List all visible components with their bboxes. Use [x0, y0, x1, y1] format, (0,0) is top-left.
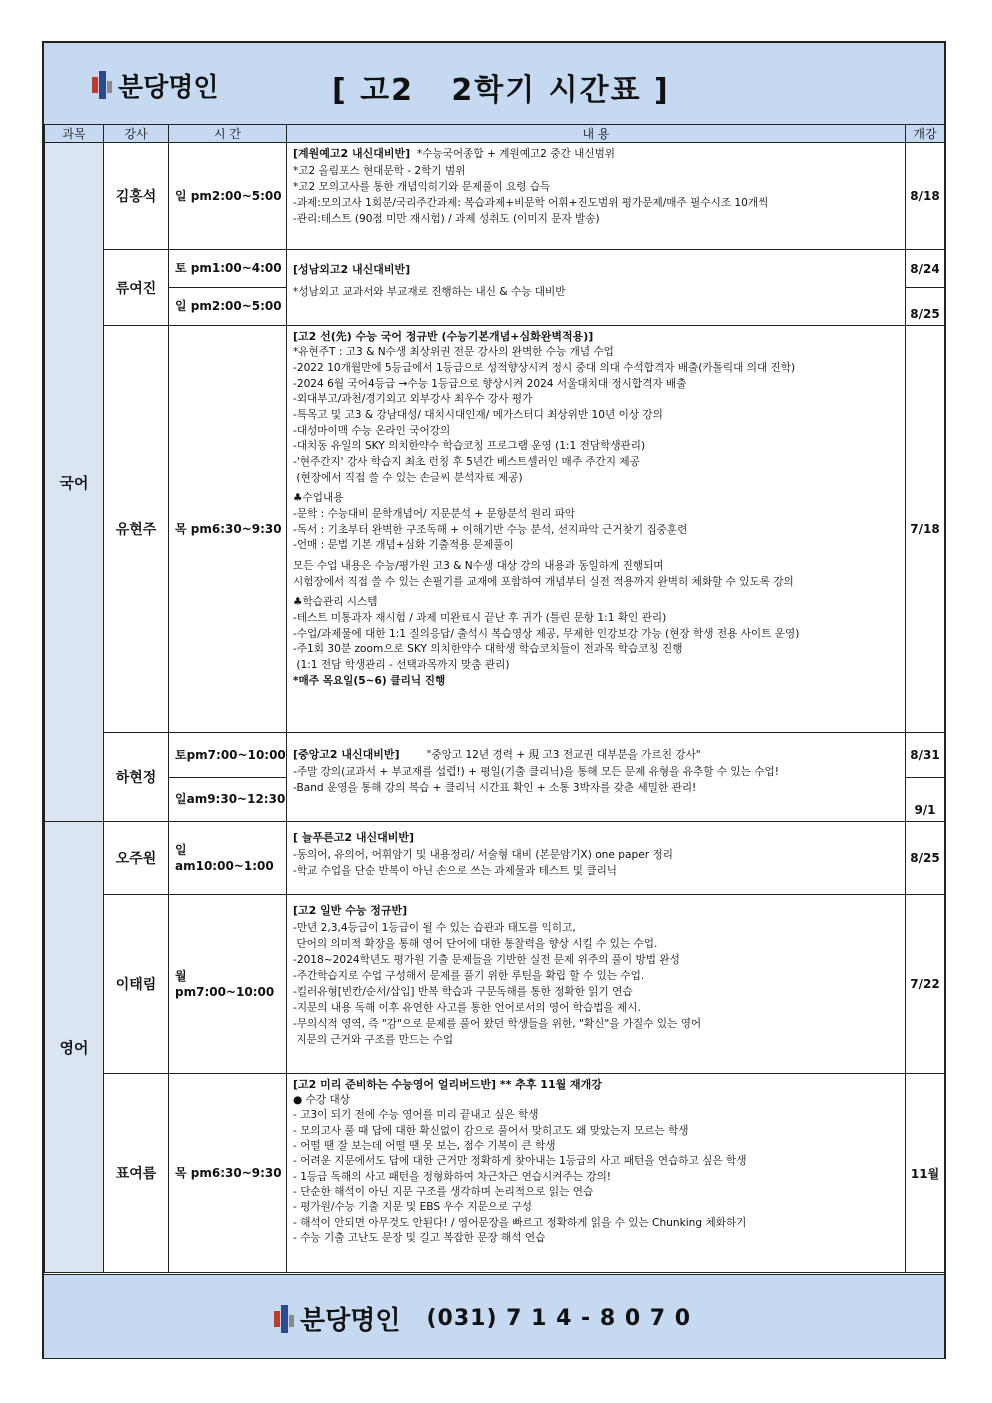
content-heading: [ 늘푸른고2 내신대비반] [293, 831, 415, 844]
teacher-name: 김홍석 [104, 143, 169, 250]
content-line: - 1등급 독해의 사고 패턴을 정형화하여 차근차근 연습시켜주는 강의! [293, 1170, 612, 1183]
class-content [287, 326, 906, 733]
table-row [45, 895, 945, 1074]
logo-mark-icon [274, 1305, 294, 1333]
content-line: ♣학습관리 시스템 [293, 596, 378, 609]
content-line: -지문의 내용 독해 이후 유연한 사고를 통한 언어로서의 영어 학습법을 제시. [293, 1002, 641, 1015]
header-logo [92, 67, 218, 103]
content-line: -동의어, 유의어, 어휘암기 및 내용정리/ 서술형 대비 (본문암기X) one paper 정리 [293, 848, 673, 861]
content-line: *고2 모의고사를 통한 개념익히기와 문제풀이 요령 습득 [293, 180, 551, 193]
content-line: -주간학습지로 수업 구성해서 문제를 풀기 위한 루틴을 확립 할 수 있는 수업. [293, 970, 645, 982]
content-line: 시험장에서 직접 쓸 수 있는 손필기를 교재에 포함하여 개념부터 실전 적용까지 완벽히 체화할 수 있도록 강의 [293, 575, 794, 588]
content-line: -2018~2024학년도 평가원 기출 문제들을 기반한 실전 문제 위주의 풀이 방법 완성 [293, 953, 680, 966]
content-line: -주1회 30분 zoom으로 SKY 의치한약수 대학생 학습코치들이 전과목 학습코칭 진행 [293, 643, 683, 656]
content-heading: [고2 선(先) 수능 국어 정규반 (수능기본개념+심화완벽적용)] [293, 330, 594, 343]
start-date: 8/25 [906, 822, 945, 895]
content-line: -무의식적 영역, 즉 "감"으로 문제를 풀어 왔던 학생들을 위한, "확신"을 가질수 있는 영어 [293, 1018, 702, 1031]
schedule-table [44, 124, 945, 1273]
start-date: 8/24 [906, 250, 945, 288]
content-line: -2024 6월 국어4등급 →수능 1등급으로 향상시켜 2024 서울대치대 정시합격자 배출 [293, 377, 687, 390]
content-line: -킬러유형[빈칸/순서/삽입] 반복 학습과 구문독해를 통한 정확한 읽기 연습 [293, 986, 633, 999]
content-line: - 어떨 땐 잘 보는데 어떨 땐 못 보는, 점수 기복이 큰 학생 [293, 1140, 556, 1153]
content-line: -테스트 미통과자 재시험 / 과제 미완료시 끝난 후 귀가 (틀린 문항 1:1 확인 관리) [293, 612, 667, 625]
content-line: -Band 운영을 통해 강의 복습 + 클리닉 시간표 확인 + 소통 3박자를 갖춘 세밀한 관리! [293, 781, 697, 794]
content-line: ● 수강 대상 [293, 1093, 350, 1106]
content-line: - 수능 기출 고난도 문장 및 길고 복잡한 문장 해석 연습 [293, 1232, 546, 1245]
content-line: -외대부고/과천/경기외고 외부강사 최우수 강사 평가 [293, 393, 533, 406]
content-line: -언매 : 문법 기본 개념+심화 기출적용 문제풀이 [293, 539, 514, 552]
table-row [45, 143, 945, 250]
class-content [287, 1074, 906, 1273]
content-line: *성남외고 교과서와 부교재로 진행하는 내신 & 수능 대비반 [293, 285, 566, 298]
class-content [287, 733, 906, 822]
teacher-name: 표여름 [104, 1074, 169, 1273]
content-line: 지문의 근거와 구조를 만드는 수업 [293, 1034, 454, 1047]
content-line: -수업/과제물에 대한 1:1 질의응답/ 출석시 복습영상 제공, 무제한 인강보강 가능 (현장 학생 전용 사이트 운영) [293, 627, 800, 640]
content-line: (현장에서 직접 쓸 수 있는 손글씨 분석자료 제공) [293, 471, 523, 484]
content-line: *고2 올림포스 현대문학 - 2학기 범위 [293, 164, 466, 177]
content-heading: [고2 미리 준비하는 수능영어 얼리버드반] ** 추후 11월 재개강 [293, 1078, 602, 1091]
content-line: 단어의 의미적 확장을 통해 영어 단어에 대한 통찰력을 향상 시킬 수 있는 수업. [293, 937, 658, 950]
teacher-name: 이태림 [104, 895, 169, 1074]
start-date: 9/1 [906, 778, 945, 822]
start-date: 7/22 [906, 895, 945, 1074]
table-row [45, 733, 945, 778]
teacher-name: 유현주 [104, 326, 169, 733]
content-line: - 해석이 안되면 아무것도 안된다! / 영어문장을 빠르고 정확하게 읽을 수 있는 Chunking 체화하기 [293, 1216, 747, 1229]
class-time: 월 pm7:00~10:00 [169, 895, 287, 1074]
page-title: [ 고2 2학기 시간표 ] [332, 73, 670, 108]
class-content [287, 822, 906, 895]
start-date: 11월 [906, 1074, 945, 1273]
page-footer [44, 1274, 944, 1358]
content-line: -2022 10개월만에 5등급에서 1등급으로 성적향상시켜 정시 중대 의대 수석합격자 배출(카톨릭대 의대 진학) [293, 361, 796, 374]
content-line: -'현주간지' 강사 학습지 최초 런칭 후 5년간 베스트셀러인 매주 주간지 제공 [293, 455, 640, 468]
content-line: -학교 수업을 단순 반복이 아닌 손으로 쓰는 과제물과 테스트 및 클리닉 [293, 864, 618, 877]
footer-contact [274, 1300, 691, 1337]
phone-number: (031) 7 1 4 - 8 0 7 0 [426, 1306, 692, 1331]
content-line: -대성마이맥 수능 온라인 국어강의 [293, 424, 451, 437]
content-heading: [중앙고2 내신대비반] [293, 748, 400, 761]
col-teacher: 강사 [104, 125, 169, 143]
class-content [287, 895, 906, 1074]
class-time: 목 pm6:30~9:30 [169, 326, 287, 733]
content-line: (1:1 전담 학생관리 - 선택과목까지 맞춤 관리) [293, 659, 510, 672]
table-row [45, 326, 945, 733]
class-content [287, 250, 906, 326]
content-line: -독서 : 기초부터 완벽한 구조독해 + 이해기반 수능 분석, 선지파악 근거찾기 집중훈련 [293, 523, 688, 536]
teacher-name: 하현정 [104, 733, 169, 822]
footer-logo-text: 분당명인 [300, 1306, 401, 1336]
start-date: 8/25 [906, 288, 945, 326]
content-line: - 어려운 지문에서도 답에 대한 근거만 정확하게 찾아내는 1등급의 사고 패턴을 연습하고 싶은 학생 [293, 1155, 747, 1168]
content-heading: [계원예고2 내신대비반] [293, 147, 411, 160]
col-start: 개강 [906, 125, 945, 143]
logo-text: 분당명인 [118, 72, 219, 103]
content-line: *매주 목요일(5~6) 클리닉 진행 [293, 674, 446, 687]
content-line: - 모의고사 풀 때 답에 대한 확신없이 감으로 풀어서 맞히고도 왜 맞았는지 모르는 학생 [293, 1124, 689, 1137]
table-row [45, 250, 945, 288]
col-time: 시 간 [169, 125, 287, 143]
content-line: -문학 : 수능대비 문학개념어/ 지문분석 + 문항분석 원리 파악 [293, 507, 576, 520]
class-time: 일 pm2:00~5:00 [169, 288, 287, 326]
start-date: 7/18 [906, 326, 945, 733]
content-line: -만년 2,3,4등급이 1등급이 될 수 있는 습관과 태도를 익히고, [293, 921, 576, 934]
content-line: -대치동 유일의 SKY 의치한약수 학습코칭 프로그램 운영 (1:1 전담학생관리) [293, 440, 646, 453]
subject-korean: 국어 [45, 143, 104, 822]
content-line: - 고3이 되기 전에 수능 영어를 미리 끝내고 싶은 학생 [293, 1109, 539, 1122]
content-note: *수능국어종합 + 계원예고2 중간 내신범위 [416, 148, 616, 160]
class-time: 일 pm2:00~5:00 [169, 143, 287, 250]
content-line: *유현주T : 고3 & N수생 최상위권 전문 강사의 완벽한 수능 개념 수업 [293, 346, 614, 359]
table-header-row [45, 125, 945, 143]
class-time: 토 pm1:00~4:00 [169, 250, 287, 288]
content-line: 모든 수업 내용은 수능/평가원 고3 & N수생 대상 강의 내용과 동일하게 진행되며 [293, 560, 664, 572]
class-time: 토pm7:00~10:00 [169, 733, 287, 778]
class-content [287, 143, 906, 250]
col-content: 내 용 [287, 125, 906, 143]
content-line: -과제:모의고사 1회분/국리주간과제: 복습과제+비문학 어휘+진도범위 평가문제/매주 필수시조 10개씩 [293, 196, 769, 209]
content-heading: [고2 일반 수능 정규반] [293, 904, 408, 917]
content-line: -특목고 및 고3 & 강남대성/ 대치시대인재/ 메가스터디 최상위반 10년 이상 강의 [293, 408, 663, 421]
content-line: -주말 강의(교과서 + 부교재를 섭렵!) + 평일(기출 클리닉)을 통해 모든 문제 유형을 유추할 수 있는 수업! [293, 765, 779, 778]
teacher-name: 오주원 [104, 822, 169, 895]
content-heading: [성남외고2 내신대비반] [293, 263, 411, 276]
table-row [45, 822, 945, 895]
content-line: -관리:테스트 (90점 미만 재시험) / 과제 성취도 (이미지 문자 발송) [293, 213, 600, 225]
class-time: 일 am10:00~1:00 [169, 822, 287, 895]
subject-english: 영어 [45, 822, 104, 1273]
class-time: 일am9:30~12:30 [169, 778, 287, 822]
timetable-frame [42, 41, 946, 1359]
content-line: - 평가원/수능 기출 지문 및 EBS 우수 지문으로 구성 [293, 1201, 533, 1214]
table-row [45, 1074, 945, 1273]
col-subject: 과목 [45, 125, 104, 143]
teacher-name: 류여진 [104, 250, 169, 326]
content-note: "중앙고 12년 경력 + 現 고3 전교권 대부분을 가르친 강사" [426, 749, 701, 761]
class-time: 목 pm6:30~9:30 [169, 1074, 287, 1273]
content-line: ♣수업내용 [293, 492, 344, 505]
logo-mark-icon [92, 71, 112, 99]
page-header [44, 43, 944, 125]
start-date: 8/18 [906, 143, 945, 250]
start-date: 8/31 [906, 733, 945, 778]
content-line: - 단순한 해석이 아닌 지문 구조를 생각하며 논리적으로 읽는 연습 [293, 1186, 594, 1199]
